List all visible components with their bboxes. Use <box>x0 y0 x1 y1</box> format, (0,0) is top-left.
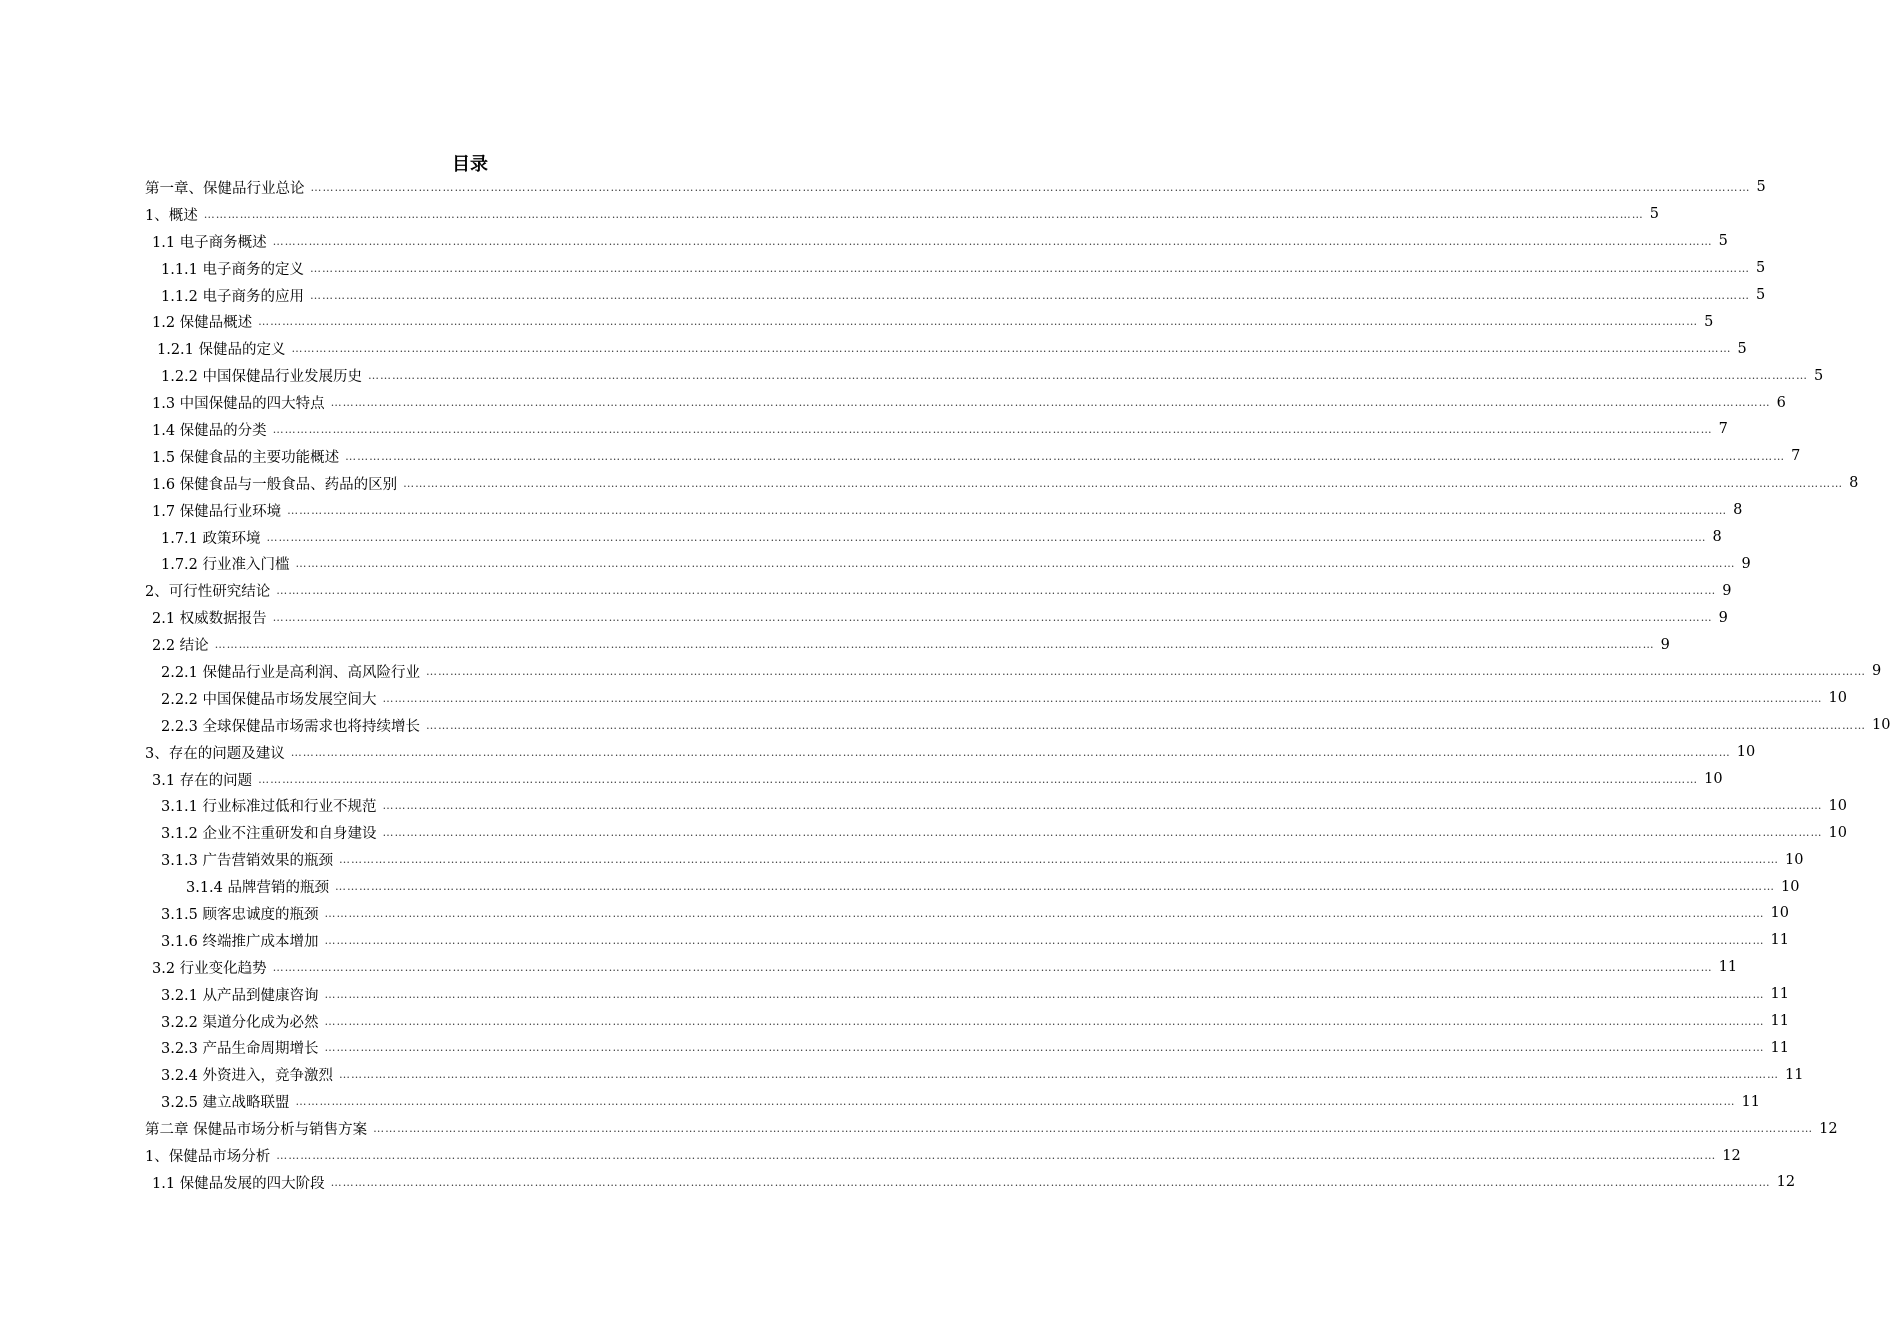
toc-entry-page: 12 <box>1776 1174 1796 1191</box>
toc-leader-dots: ……………………………………………………………………………………………………………………………………………………………………………………………………………………………………………………………………………………………………………………………… <box>295 557 1736 571</box>
toc-entry[interactable] <box>145 1142 1741 1169</box>
toc-entry[interactable] <box>145 739 1756 766</box>
toc-entry[interactable] <box>152 443 1801 470</box>
toc-entry[interactable] <box>161 282 1766 309</box>
toc-entry-page: 5 <box>1718 233 1728 250</box>
toc-leader-dots: ……………………………………………………………………………………………………………………………………………………………………………………………………………………………………………………………………………………………………………………………… <box>345 449 1786 463</box>
toc-entry[interactable] <box>161 846 1804 873</box>
toc-leader-dots: ……………………………………………………………………………………………………………………………………………………………………………………………………………………………………………………………………………………………………………………………… <box>266 530 1707 544</box>
toc-leader-dots: ……………………………………………………………………………………………………………………………………………………………………………………………………………………………………………………………………………………………………………………………… <box>403 476 1844 490</box>
toc-entry-page: 9 <box>1660 636 1670 653</box>
toc-entry-page: 10 <box>1785 851 1804 868</box>
toc-entry-label: 3.2.5 建立战略联盟 <box>161 1095 290 1112</box>
toc-entry[interactable] <box>152 604 1728 631</box>
toc-entry[interactable] <box>157 335 1747 362</box>
toc-entry-page: 9 <box>1722 582 1732 599</box>
toc-entry[interactable] <box>152 308 1714 335</box>
toc-entry-page: 8 <box>1849 475 1859 492</box>
toc-entry[interactable] <box>161 819 1847 846</box>
toc-entry-label: 3.1.5 顾客忠诚度的瓶颈 <box>161 906 319 923</box>
toc-entry-page: 11 <box>1741 1093 1760 1110</box>
toc-entry[interactable] <box>161 1088 1760 1115</box>
toc-entry-label: 1、概述 <box>145 207 198 224</box>
toc-leader-dots: ……………………………………………………………………………………………………………………………………………………………………………………………………………………………………………………………………………………………………………………………… <box>324 933 1765 947</box>
toc-leader-dots: ……………………………………………………………………………………………………………………………………………………………………………………………………………………………………………………………………………………………………………………………… <box>258 772 1699 786</box>
toc-entry[interactable] <box>186 873 1800 900</box>
toc-entry[interactable] <box>161 900 1789 927</box>
toc-entry-label: 3.1.6 终端推广成本增加 <box>161 933 319 950</box>
toc-entry[interactable] <box>152 1169 1796 1196</box>
toc-entry-page: 11 <box>1770 1013 1789 1030</box>
toc-entry-page: 5 <box>1756 179 1766 196</box>
toc-leader-dots: ……………………………………………………………………………………………………………………………………………………………………………………………………………………………………………………………………………………………………………………………… <box>276 1149 1717 1162</box>
toc-entry[interactable] <box>161 550 1751 577</box>
toc-entry-label: 2.2.1 保健品行业是高利润、高风险行业 <box>161 664 421 681</box>
toc-entry-label: 1.3 中国保健品的四大特点 <box>152 396 325 413</box>
toc-entry[interactable] <box>152 389 1786 416</box>
toc-entry-page: 12 <box>1722 1147 1741 1164</box>
toc-entry-page: 8 <box>1733 502 1743 519</box>
toc-entry-page: 5 <box>1756 287 1766 303</box>
toc-entry-page: 10 <box>1770 905 1789 922</box>
toc-entry-page: 5 <box>1704 313 1714 330</box>
toc-entry-page: 10 <box>1828 690 1847 707</box>
toc-leader-dots: ……………………………………………………………………………………………………………………………………………………………………………………………………………………………………………………………………………………………………………………………… <box>310 180 1751 194</box>
toc-entry-page: 10 <box>1828 797 1847 814</box>
toc-entry-page: 9 <box>1718 609 1728 626</box>
page-title: 目录 <box>452 154 488 175</box>
toc-entry-label: 3.1.4 品牌营销的瓶颈 <box>186 880 330 897</box>
toc-entry-label: 3.2.4 外资进入，竞争激烈 <box>161 1068 334 1085</box>
toc-entry-page: 11 <box>1770 986 1789 1003</box>
toc-entry[interactable] <box>161 1008 1789 1035</box>
toc-leader-dots: ……………………………………………………………………………………………………………………………………………………………………………………………………………………………………………………………………………………………………………………………… <box>295 1095 1736 1109</box>
toc-entry-label: 3.2 行业变化趋势 <box>152 960 267 977</box>
toc-entry-label: 1.7.2 行业准入门槛 <box>161 557 290 574</box>
toc-leader-dots: ……………………………………………………………………………………………………………………………………………………………………………………………………………………………………………………………………………………………………………………………… <box>310 261 1751 275</box>
toc-entry-page: 10 <box>1872 717 1890 734</box>
toc-leader-dots: ……………………………………………………………………………………………………………………………………………………………………………………………………………………………………………………………………………………………………………………………… <box>426 718 1867 732</box>
toc-leader-dots: ……………………………………………………………………………………………………………………………………………………………………………………………………………………………………………………………………………………………………………………………… <box>324 1014 1765 1028</box>
toc-entry[interactable] <box>145 1115 1838 1142</box>
toc-entry[interactable] <box>161 1035 1789 1062</box>
toc-entry-label: 1.2.2 中国保健品行业发展历史 <box>161 369 363 386</box>
toc-entry[interactable] <box>152 228 1728 255</box>
toc-leader-dots: ……………………………………………………………………………………………………………………………………………………………………………………………………………………………………………………………………………………………………………………………… <box>272 960 1713 974</box>
toc-entry-page: 5 <box>1737 340 1747 357</box>
toc-entry-label: 第二章 保健品市场分析与销售方案 <box>145 1122 368 1139</box>
toc-entry-label: 2.2.2 中国保健品市场发展空间大 <box>161 691 377 708</box>
toc-entry[interactable] <box>152 766 1723 793</box>
toc-entry-page: 11 <box>1770 932 1789 949</box>
toc-entry-label: 2.1 权威数据报告 <box>152 611 267 628</box>
toc-leader-dots: ……………………………………………………………………………………………………………………………………………………………………………………………………………………………………………………………………………………………………………………………… <box>290 745 1731 759</box>
toc-leader-dots: ……………………………………………………………………………………………………………………………………………………………………………………………………………………………………………………………………………………………………………………………… <box>272 611 1713 625</box>
toc-entry[interactable] <box>161 255 1766 282</box>
toc-entry-page: 5 <box>1814 367 1824 384</box>
toc-entry[interactable] <box>145 174 1766 201</box>
toc-entry-page: 11 <box>1718 959 1738 976</box>
toc-leader-dots: ……………………………………………………………………………………………………………………………………………………………………………………………………………………………………………………………………………………………………………………………… <box>382 826 1823 840</box>
toc-entry-page: 10 <box>1781 878 1800 895</box>
toc-entry-page: 9 <box>1741 555 1751 572</box>
toc-entry-page: 7 <box>1718 421 1728 438</box>
toc-entry[interactable] <box>152 470 1859 497</box>
toc-entry-label: 3.1 存在的问题 <box>152 772 253 789</box>
toc-leader-dots: ……………………………………………………………………………………………………………………………………………………………………………………………………………………………………………………………………………………………………………………………… <box>291 342 1732 356</box>
toc-entry[interactable] <box>161 792 1847 819</box>
toc-entry-label: 1.1.1 电子商务的定义 <box>161 261 305 278</box>
toc-leader-dots: ……………………………………………………………………………………………………………………………………………………………………………………………………………………………………………………………………………………………………………………………… <box>368 369 1809 383</box>
toc-entry[interactable] <box>152 416 1728 443</box>
toc-entry-label: 1、保健品市场分析 <box>145 1149 271 1165</box>
toc-entry[interactable] <box>152 497 1743 524</box>
toc-entry-label: 2.2 结论 <box>152 638 209 655</box>
toc-entry-page: 5 <box>1756 260 1766 277</box>
toc-entry-label: 3.2.2 渠道分化成为必然 <box>161 1014 319 1031</box>
toc-leader-dots: ……………………………………………………………………………………………………………………………………………………………………………………………………………………………………………………………………………………………………………………………… <box>310 288 1751 302</box>
toc-entry-label: 3.1.2 企业不注重研发和自身建设 <box>161 826 377 843</box>
toc-entry-page: 11 <box>1785 1066 1804 1083</box>
toc-entry-label: 1.1 保健品发展的四大阶段 <box>152 1175 325 1192</box>
toc-leader-dots: ……………………………………………………………………………………………………………………………………………………………………………………………………………………………………………………………………………………………………………………………… <box>324 987 1765 1001</box>
toc-leader-dots: ……………………………………………………………………………………………………………………………………………………………………………………………………………………………………………………………………………………………………………………………… <box>426 664 1867 678</box>
toc-entry[interactable] <box>145 201 1659 228</box>
toc-entry-label: 1.2.1 保健品的定义 <box>157 342 286 359</box>
toc-entry-label: 1.7.1 政策环境 <box>161 530 261 547</box>
toc-entry-label: 3、存在的问题及建议 <box>145 745 285 762</box>
toc-entry-label: 3.2.3 产品生命周期增长 <box>161 1041 319 1058</box>
toc-entry-label: 第一章、保健品行业总论 <box>145 180 305 197</box>
toc-leader-dots: ……………………………………………………………………………………………………………………………………………………………………………………………………………………………………………………………………………………………………………………………… <box>203 207 1644 221</box>
toc-leader-dots: ……………………………………………………………………………………………………………………………………………………………………………………………………………………………………………………………………………………………………………………………… <box>276 584 1717 598</box>
toc-entry[interactable] <box>152 631 1670 658</box>
toc-leader-dots: ……………………………………………………………………………………………………………………………………………………………………………………………………………………………………………………………………………………………………………………………… <box>324 1041 1765 1055</box>
toc-entry-label: 3.2.1 从产品到健康咨询 <box>161 987 319 1004</box>
toc-entry-page: 10 <box>1736 744 1756 761</box>
toc-entry-label: 1.5 保健食品的主要功能概述 <box>152 449 340 466</box>
toc-entry-label: 2、可行性研究结论 <box>145 584 271 601</box>
toc-entry[interactable] <box>161 362 1824 389</box>
toc-leader-dots: ……………………………………………………………………………………………………………………………………………………………………………………………………………………………………………………………………………………………………………………………… <box>382 799 1823 813</box>
toc-entry[interactable] <box>161 1061 1804 1088</box>
toc-entry[interactable] <box>161 658 1882 685</box>
toc-entry[interactable] <box>145 577 1732 604</box>
toc-entry[interactable] <box>161 685 1847 712</box>
toc-leader-dots: ……………………………………………………………………………………………………………………………………………………………………………………………………………………………………………………………………………………………………………………………… <box>330 396 1771 410</box>
toc-entry[interactable] <box>161 712 1890 739</box>
toc-entry-page: 10 <box>1704 771 1723 788</box>
toc-leader-dots: ……………………………………………………………………………………………………………………………………………………………………………………………………………………………………………………………………………………………………………………………… <box>335 880 1776 894</box>
toc-entry-label: 1.1.2 电子商务的应用 <box>161 288 305 305</box>
toc-entry-label: 1.2 保健品概述 <box>152 315 253 332</box>
toc-leader-dots: ……………………………………………………………………………………………………………………………………………………………………………………………………………………………………………………………………………………………………………………………… <box>330 1175 1771 1189</box>
toc-leader-dots: ……………………………………………………………………………………………………………………………………………………………………………………………………………………………………………………………………………………………………………………………… <box>287 503 1728 517</box>
toc-entry-label: 1.1 电子商务概述 <box>152 234 267 251</box>
toc-leader-dots: ……………………………………………………………………………………………………………………………………………………………………………………………………………………………………………………………………………………………………………………………… <box>214 638 1655 652</box>
toc-leader-dots: ……………………………………………………………………………………………………………………………………………………………………………………………………………………………………………………………………………………………………………………………… <box>339 853 1780 867</box>
toc-leader-dots: ……………………………………………………………………………………………………………………………………………………………………………………………………………………………………………………………………………………………………………………………… <box>339 1068 1780 1082</box>
toc-entry[interactable] <box>161 524 1722 551</box>
toc-entry-page: 10 <box>1828 824 1847 841</box>
toc-entry-page: 5 <box>1649 206 1659 223</box>
toc-leader-dots: ……………………………………………………………………………………………………………………………………………………………………………………………………………………………………………………………………………………………………………………………… <box>382 691 1823 705</box>
toc-entry-page: 11 <box>1770 1039 1789 1056</box>
toc-entry-label: 1.7 保健品行业环境 <box>152 503 282 520</box>
toc-entry-page: 8 <box>1712 529 1722 546</box>
toc-entry-label: 1.4 保健品的分类 <box>152 422 267 439</box>
toc-entry-label: 2.2.3 全球保健品市场需求也将持续增长 <box>161 718 421 735</box>
toc-leader-dots: ……………………………………………………………………………………………………………………………………………………………………………………………………………………………………………………………………………………………………………………………… <box>272 422 1713 436</box>
toc-leader-dots: ……………………………………………………………………………………………………………………………………………………………………………………………………………………………………………………………………………………………………………………………… <box>272 234 1713 248</box>
toc-entry[interactable] <box>152 954 1738 981</box>
toc-entry[interactable] <box>161 927 1789 954</box>
toc-leader-dots: ……………………………………………………………………………………………………………………………………………………………………………………………………………………………………………………………………………………………………………………………… <box>373 1122 1814 1136</box>
toc-entry-page: 9 <box>1872 663 1882 680</box>
toc-entry-label: 3.1.1 行业标准过低和行业不规范 <box>161 799 377 816</box>
toc-entry-page: 12 <box>1819 1120 1838 1137</box>
toc-entry-page: 7 <box>1791 448 1801 465</box>
table-of-contents <box>0 174 1890 1196</box>
toc-entry-label: 1.6 保健食品与一般食品、药品的区别 <box>152 476 398 493</box>
toc-entry-label: 3.1.3 广告营销效果的瓶颈 <box>161 853 334 870</box>
toc-leader-dots: ……………………………………………………………………………………………………………………………………………………………………………………………………………………………………………………………………………………………………………………………… <box>324 906 1765 920</box>
toc-entry[interactable] <box>161 981 1789 1008</box>
toc-leader-dots: ……………………………………………………………………………………………………………………………………………………………………………………………………………………………………………………………………………………………………………………………… <box>258 315 1699 329</box>
toc-entry-page: 6 <box>1776 394 1786 411</box>
